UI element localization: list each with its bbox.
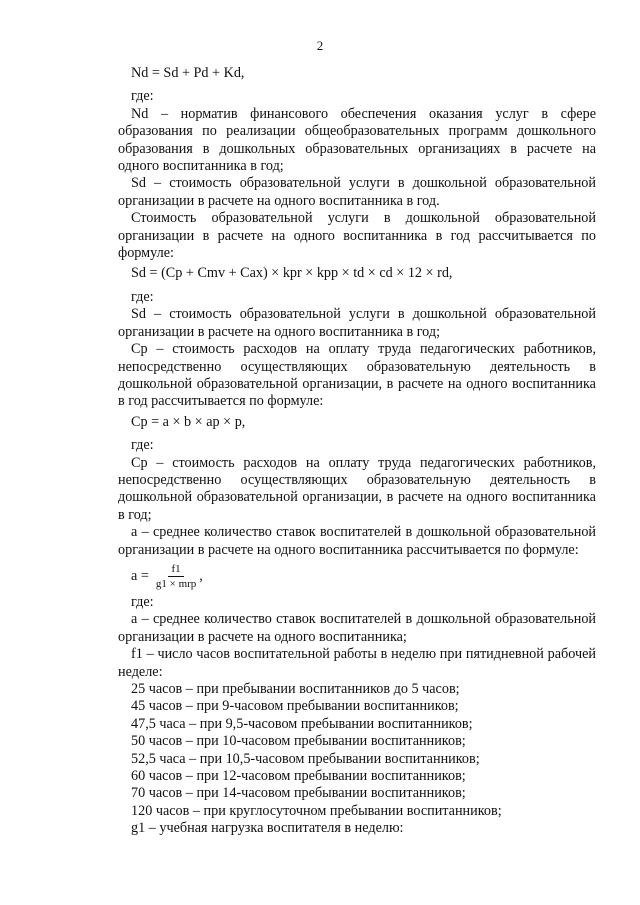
- list-item: 52,5 часа – при 10,5-часовом пребывании воспитанников;: [131, 750, 480, 767]
- definition-a: a – среднее количество ставок воспитателей в дошкольной образовательной организации в расчете на одного воспитанника;: [118, 611, 596, 645]
- formula-cp: Cp = a × b × ap × p,: [131, 413, 246, 430]
- formula-a-fraction: [131, 563, 596, 590]
- definition-cp-formula: Cp – стоимость расходов на оплату труда педагогических работников, непосредственно осуществляющих образовательную деятельность в дошкольной образовательной организации, в расчете на одного воспитанника в год рассчитывается по формуле:: [118, 341, 596, 410]
- definition-a-formula: a – среднее количество ставок воспитателей в дошкольной образовательной организации в расчете на одного воспитанника рассчитывается по формуле:: [118, 524, 596, 558]
- definition-cp: Cp – стоимость расходов на оплату труда педагогических работников, непосредственно осуществляющих образовательную деятельность в дошкольной образовательной организации, в расчете на одного воспитанника в год;: [118, 454, 596, 523]
- where-label: где:: [131, 88, 154, 105]
- fraction-lhs: a =: [131, 567, 149, 584]
- fraction-denominator: g1 × mrp: [155, 577, 197, 590]
- where-label: где:: [131, 593, 154, 610]
- formula-nd: Nd = Sd + Pd + Kd,: [131, 65, 245, 81]
- list-item: 70 часов – при 14-часовом пребывании воспитанников;: [131, 785, 466, 802]
- formula-sd: Sd = (Cp + Cmv + Cax) × kpr × kpp × td × cd × 12 × rd,: [131, 265, 453, 282]
- list-item: 25 часов – при пребывании воспитанников до 5 часов;: [131, 681, 460, 697]
- document-body: [118, 62, 596, 838]
- definition-sd: Sd – стоимость образовательной услуги в дошкольной образовательной организации в расчете на одного воспитанника в год;: [118, 306, 596, 340]
- paragraph-sd-intro: Стоимость образовательной услуги в дошкольной образовательной организации в расчете на одного воспитанника в год рассчитывается по формуле:: [118, 210, 596, 262]
- list-item: 47,5 часа – при 9,5-часовом пребывании воспитанников;: [131, 715, 473, 732]
- definition-sd: Sd – стоимость образовательной услуги в дошкольной образовательной организации в расчете на одного воспитанника в год.: [118, 175, 596, 209]
- page-number: 2: [316, 38, 324, 53]
- where-label: где:: [131, 288, 154, 305]
- fraction: [153, 563, 199, 590]
- list-item: 120 часов – при круглосуточном пребывании воспитанников;: [131, 802, 502, 819]
- list-item: 50 часов – при 10-часовом пребывании воспитанников;: [131, 733, 466, 750]
- fraction-tail: ,: [199, 567, 203, 584]
- list-item: 45 часов – при 9-часовом пребывании воспитанников;: [131, 698, 459, 715]
- list-item: 60 часов – при 12-часовом пребывании воспитанников;: [131, 768, 466, 785]
- where-label: где:: [131, 437, 154, 454]
- definition-g1: g1 – учебная нагрузка воспитателя в неделю:: [131, 820, 404, 837]
- fraction-numerator: f1: [168, 563, 183, 577]
- definition-nd: Nd – норматив финансового обеспечения оказания услуг в сфере образования по реализации общеобразовательных программ дошкольного образования в дошкольных образовательных организациях в расчете на одного воспитанника в год;: [118, 105, 596, 175]
- definition-f1: f1 – число часов воспитательной работы в неделю при пятидневной рабочей неделе:: [118, 646, 596, 680]
